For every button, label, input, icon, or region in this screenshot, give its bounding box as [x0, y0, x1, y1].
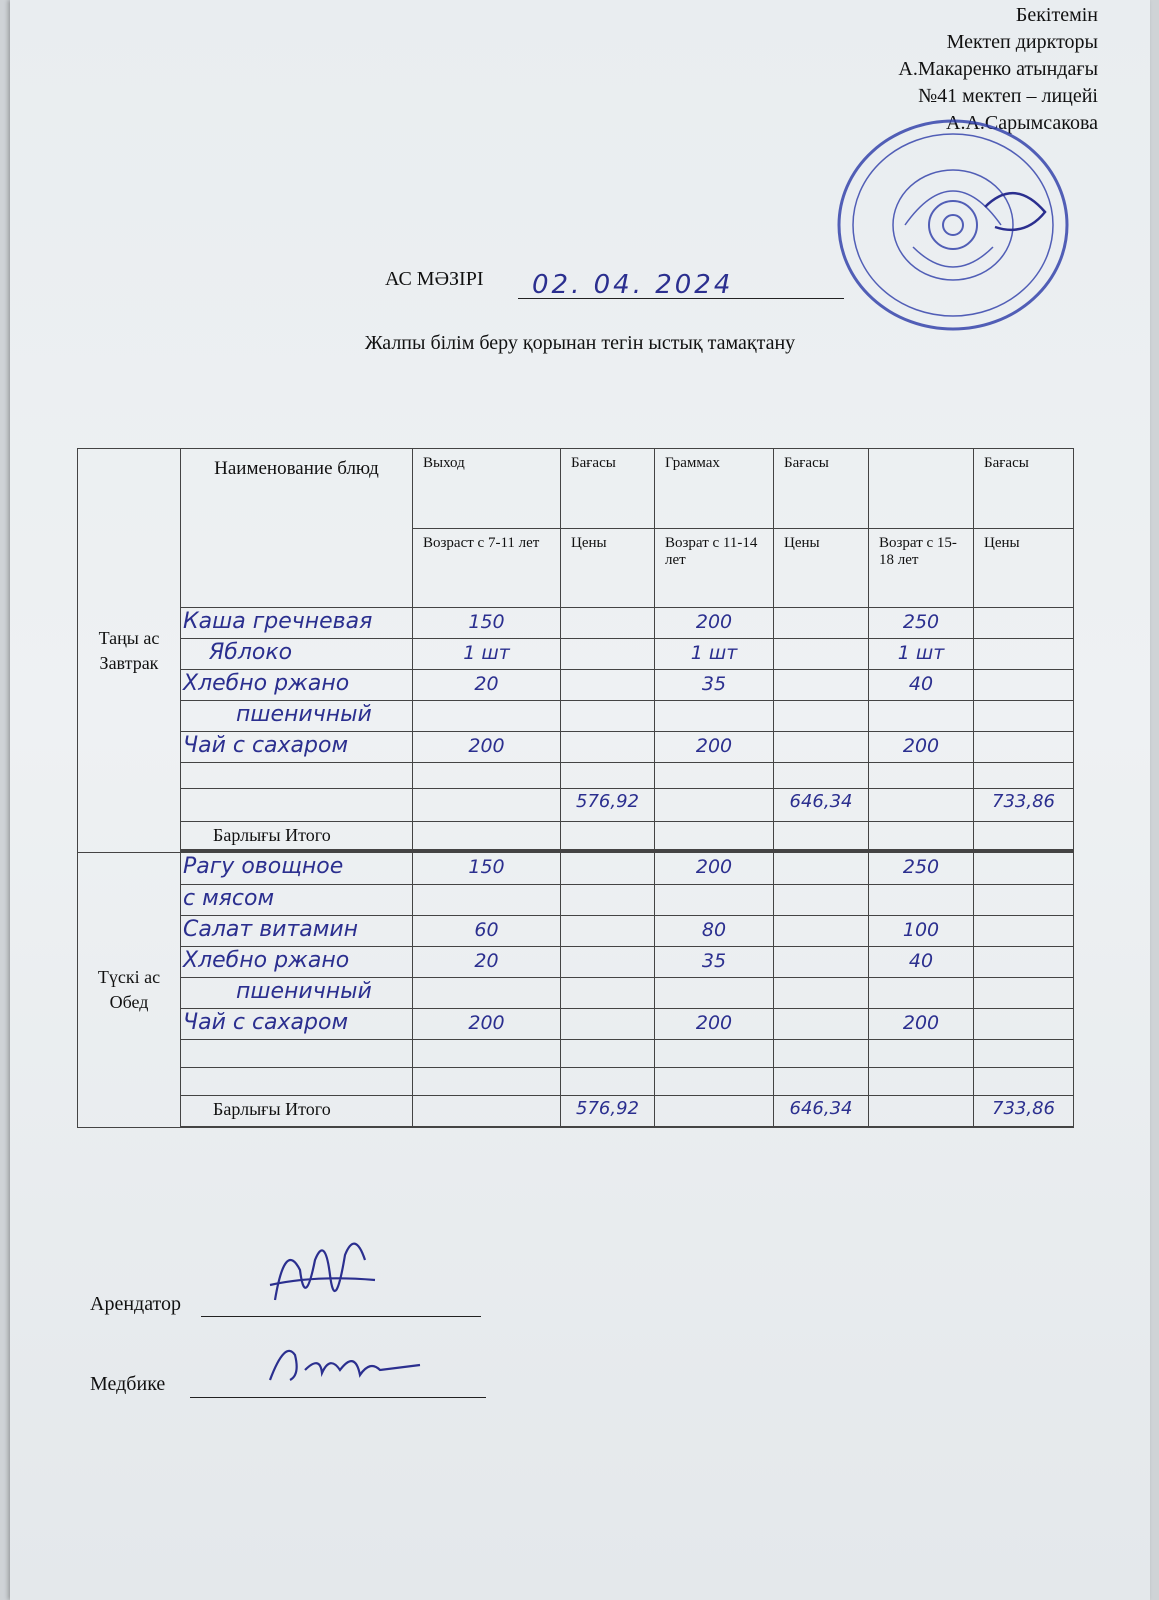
portion-11-14: 200: [655, 853, 774, 885]
portion-15-18: 250: [869, 853, 974, 885]
portion-7-11: 200: [413, 732, 561, 763]
header-cell: Выход: [413, 449, 561, 529]
nurse-signature-icon: [260, 1335, 430, 1395]
portion-15-18: 40: [869, 947, 974, 978]
menu-date: 02. 04. 2024: [532, 270, 734, 300]
breakfast-section-label: Таңы ас Завтрак: [78, 449, 181, 853]
table-row: [78, 732, 1074, 763]
total-row: [78, 1096, 1074, 1127]
portion-7-11: 20: [413, 670, 561, 701]
price-total-11-14: 646,34: [774, 1096, 869, 1127]
price-total-7-11: 576,92: [561, 1096, 655, 1127]
header-cell: Возраст с 7-11 лет: [413, 529, 561, 608]
portion-11-14: 1 шт: [655, 639, 774, 670]
lunch-section-label: Түскі ас Обед: [78, 853, 181, 1128]
table-row: [78, 789, 1074, 822]
price-total-11-14: 646,34: [774, 789, 869, 822]
header-cell: Возрат с 15-18 лет: [869, 529, 974, 608]
approval-line: Мектеп дирктоpы: [946, 31, 1098, 53]
header-cell: Граммах: [655, 449, 774, 529]
header-cell: Бағасы: [561, 449, 655, 529]
dish-name: Чай с сахаром: [181, 1009, 413, 1040]
dish-name: Салат витамин: [181, 916, 413, 947]
portion-15-18: 100: [869, 916, 974, 947]
table-row: [78, 853, 1074, 885]
tenant-signature-icon: [255, 1230, 385, 1330]
header-cell: [869, 449, 974, 529]
table-row: [78, 916, 1074, 947]
tenant-label: Арендатор: [90, 1293, 182, 1315]
portion-11-14: 200: [655, 608, 774, 639]
dish-name: Хлебно ржано: [181, 947, 413, 978]
dish-name: Чай с сахаром: [181, 732, 413, 763]
dish-name: с мясом: [181, 885, 413, 916]
portion-11-14: 200: [655, 732, 774, 763]
portion-15-18: 1 шт: [869, 639, 974, 670]
table-row: [78, 947, 1074, 978]
table-row: [78, 639, 1074, 670]
price-total-7-11: 576,92: [561, 789, 655, 822]
portion-7-11: 60: [413, 916, 561, 947]
header-cell: Возрат с 11-14 лет: [655, 529, 774, 608]
portion-15-18: 250: [869, 608, 974, 639]
dish-name: Яблоко: [181, 639, 413, 670]
portion-11-14: 80: [655, 916, 774, 947]
header-cell: Цены: [774, 529, 869, 608]
approval-line: А.А.Сарымсакова: [946, 112, 1098, 134]
portion-15-18: 40: [869, 670, 974, 701]
page-title: АС МӘЗІРІ: [385, 268, 484, 290]
portion-15-18: 200: [869, 1009, 974, 1040]
approval-line: Бекітемін: [1015, 4, 1098, 26]
approval-line: №41 мектеп – лицейі: [918, 85, 1098, 107]
table-row: [78, 701, 1074, 732]
total-row: [78, 822, 1074, 850]
table-row: [78, 978, 1074, 1009]
portion-7-11: 150: [413, 853, 561, 885]
header-dish-name: Наименование блюд: [181, 449, 413, 608]
table-row: [78, 885, 1074, 916]
document-sheet: [10, 0, 1150, 1600]
menu-table: [77, 448, 1074, 1128]
header-cell: Цены: [561, 529, 655, 608]
portion-11-14: 200: [655, 1009, 774, 1040]
header-cell: Бағасы: [974, 449, 1074, 529]
header-row: [78, 449, 1074, 529]
price-total-15-18: 733,86: [974, 1096, 1074, 1127]
table-row: [78, 608, 1074, 639]
table-row: [78, 670, 1074, 701]
total-label: Барлығы Итого: [181, 822, 413, 850]
price-total-15-18: 733,86: [974, 789, 1074, 822]
dish-name: пшеничный: [181, 978, 413, 1009]
official-stamp-icon: [835, 117, 1071, 333]
header-cell: Бағасы: [774, 449, 869, 529]
portion-7-11: 150: [413, 608, 561, 639]
portion-7-11: 1 шт: [413, 639, 561, 670]
header-cell: Цены: [974, 529, 1074, 608]
portion-11-14: 35: [655, 947, 774, 978]
portion-11-14: 35: [655, 670, 774, 701]
dish-name: Рагу овощное: [181, 853, 413, 885]
approval-line: А.Макаренко атындағы: [898, 58, 1098, 80]
portion-7-11: 200: [413, 1009, 561, 1040]
table-row: [78, 1009, 1074, 1040]
dish-name: Хлебно ржано: [181, 670, 413, 701]
portion-15-18: 200: [869, 732, 974, 763]
nurse-signature-line: [190, 1397, 486, 1398]
nurse-label: Медбике: [90, 1373, 166, 1395]
total-label: Барлығы Итого: [181, 1096, 413, 1127]
dish-name: пшеничный: [181, 701, 413, 732]
dish-name: Каша гречневая: [181, 608, 413, 639]
portion-7-11: 20: [413, 947, 561, 978]
page-subtitle: Жалпы білім беру қорынан тегін ыстық тамақтану: [364, 332, 796, 354]
